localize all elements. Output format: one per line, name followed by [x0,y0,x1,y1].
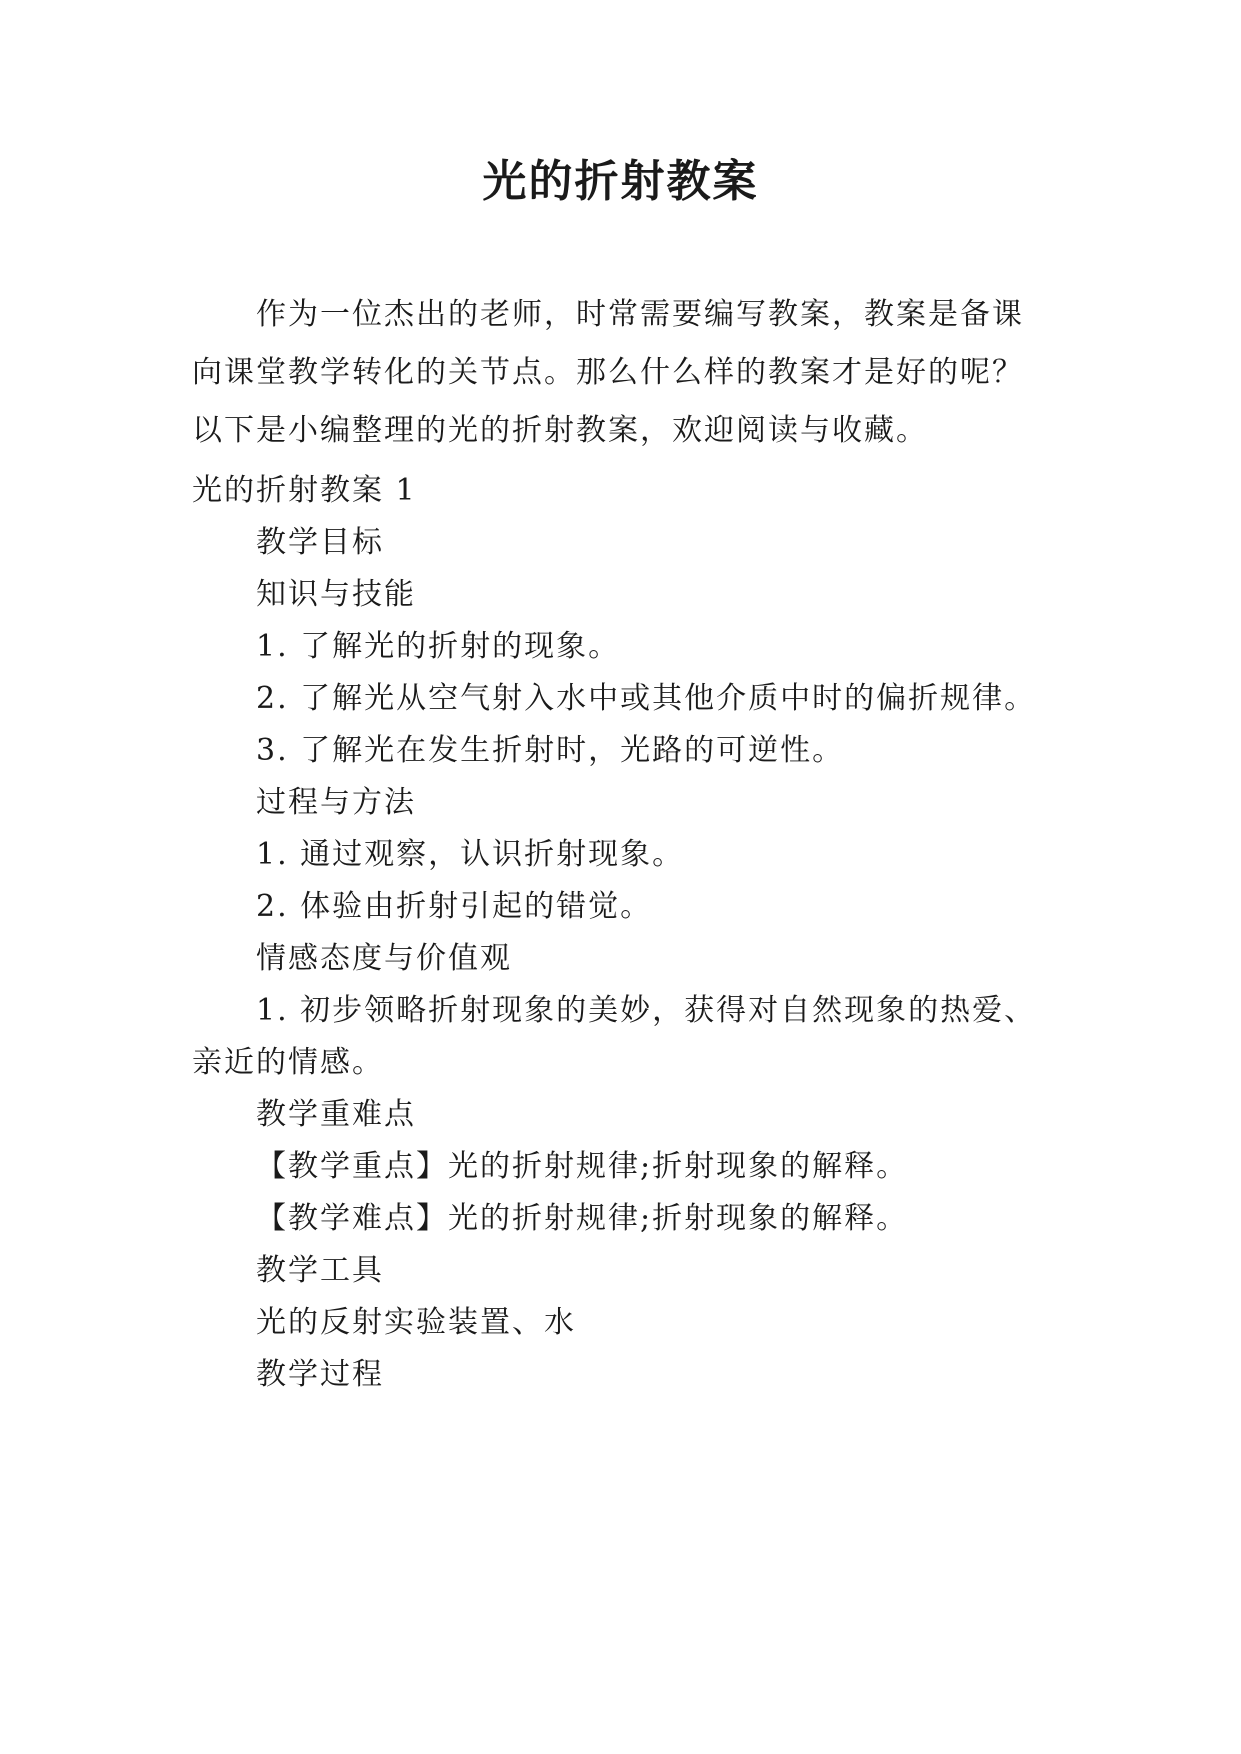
knowledge-item: 1. 了解光的折射的现象。 [256,629,621,664]
section-heading: 光的折射教案 1 [192,473,417,508]
tools-list: 光的反射实验装置、水 [256,1305,576,1340]
document-title: 光的折射教案 [482,156,759,207]
goals-heading: 教学目标 [256,525,384,560]
intro-line: 向课堂教学转化的关节点。那么什么样的教案才是好的呢？ [192,355,1024,390]
key-points-heading: 教学重难点 [256,1097,416,1132]
emotion-item-line: 亲近的情感。 [192,1045,384,1080]
emotion-item-line: 1. 初步领略折射现象的美妙，获得对自然现象的热爱、 [256,993,1037,1028]
emotion-heading: 情感态度与价值观 [256,941,512,976]
tools-heading: 教学工具 [256,1253,384,1288]
process-heading: 过程与方法 [256,785,416,820]
difficult-point: 【教学难点】光的折射规律;折射现象的解释。 [256,1201,909,1236]
intro-paragraph [192,286,1072,460]
knowledge-item: 3. 了解光在发生折射时，光路的可逆性。 [256,733,845,768]
intro-line: 作为一位杰出的老师，时常需要编写教案，教案是备课 [256,297,1024,332]
knowledge-item: 2. 了解光从空气射入水中或其他介质中时的偏折规律。 [256,681,1037,716]
procedure-heading: 教学过程 [256,1357,384,1392]
process-item: 1. 通过观察，认识折射现象。 [256,837,685,872]
key-point: 【教学重点】光的折射规律;折射现象的解释。 [256,1149,909,1184]
intro-line: 以下是小编整理的光的折射教案，欢迎阅读与收藏。 [192,413,928,448]
knowledge-heading: 知识与技能 [256,577,416,612]
process-item: 2. 体验由折射引起的错觉。 [256,889,653,924]
